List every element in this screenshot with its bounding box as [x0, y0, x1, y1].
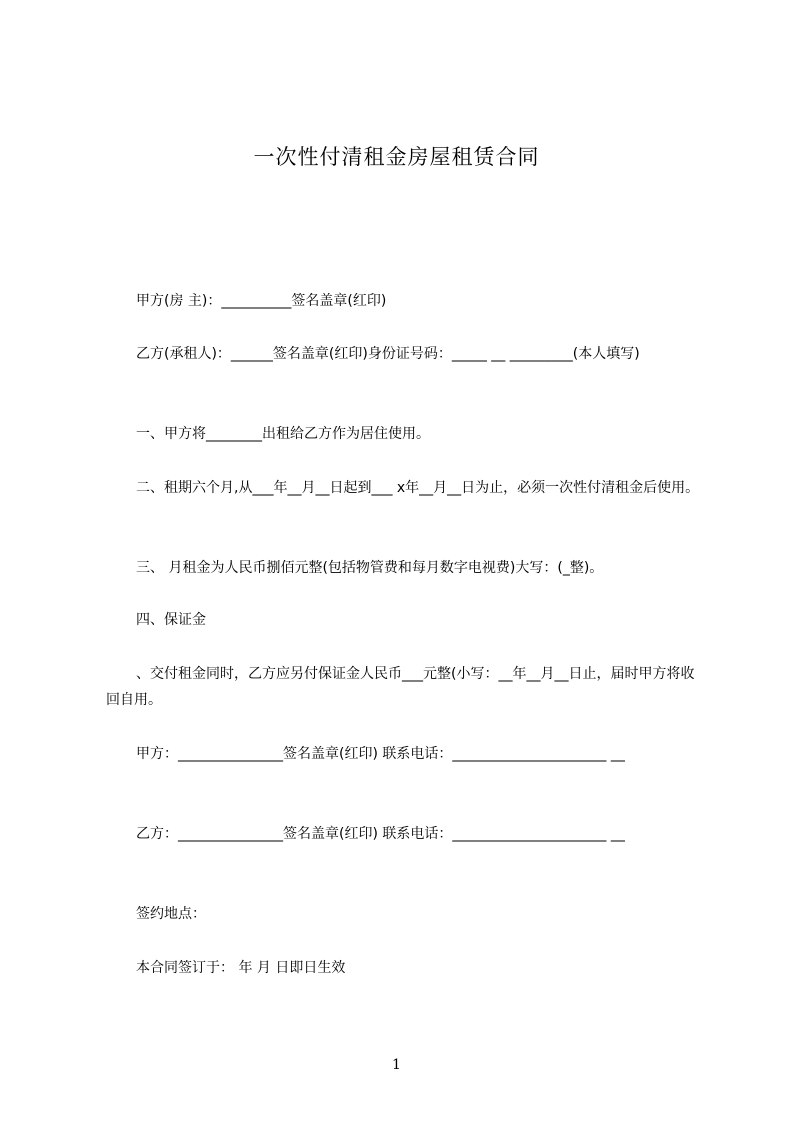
party-a-signature-line: 甲方：_______________签名盖章(红印) 联系电话：______________________ __ [136, 746, 625, 762]
party-b-line: 乙方(承租人)：______签名盖章(红印)身份证号码：_____ __ _________(本人填写) [136, 346, 640, 362]
document-title: 一次性付清租金房屋租赁合同 [253, 145, 540, 169]
clause-1: 一、甲方将________出租给乙方作为居住使用。 [136, 426, 430, 442]
deposit-clause: 、交付租金同时，乙方应另付保证金人民币___元整(小写：__年__月__日止，届时甲方将收回自用。 [106, 666, 695, 708]
party-a-line: 甲方(房 主)：__________签名盖章(红印) [136, 293, 387, 309]
clause-3: 三、 月租金为人民币捌佰元整(包括物管费和每月数字电视费)大写：(_整)。 [136, 560, 604, 576]
clause-4-heading: 四、保证金 [136, 612, 206, 628]
page-number: 1 [392, 1057, 401, 1073]
party-b-signature-line: 乙方：_______________签名盖章(红印) 联系电话：______________________ __ [136, 826, 625, 842]
clause-2: 二、租期六个月,从___年__月__日起到___ x年__月__日为止，必须一次性付清租金后使用。 [136, 480, 700, 496]
effective-date-line: 本合同签订于： 年 月 日即日生效 [136, 960, 346, 976]
signing-place: 签约地点： [136, 906, 206, 922]
